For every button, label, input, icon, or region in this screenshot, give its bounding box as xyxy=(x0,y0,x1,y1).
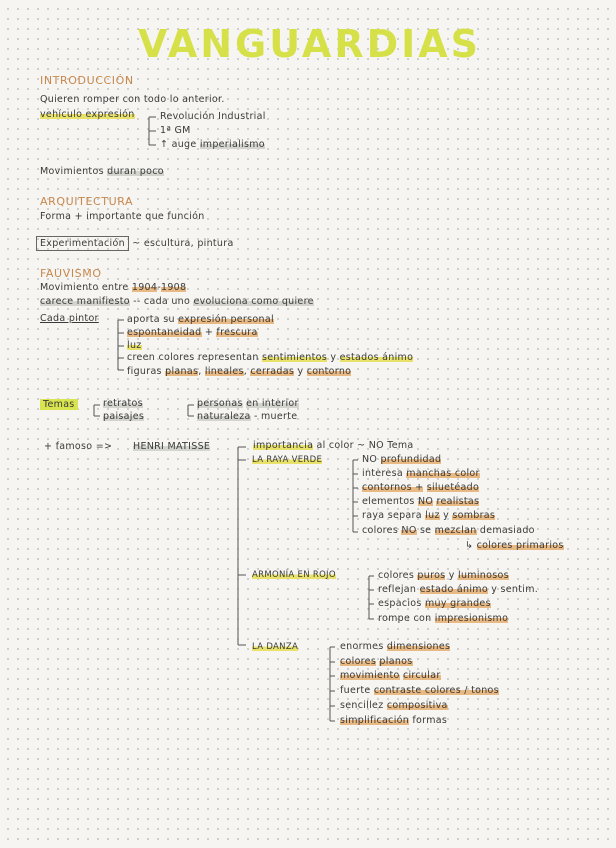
rv6-b: NO xyxy=(401,525,417,536)
bracket-temas xyxy=(94,405,100,416)
rv4-a: elementos xyxy=(362,496,415,507)
ar-1 xyxy=(378,570,509,582)
d3-b: circular xyxy=(402,670,441,681)
matisse-name: HENRI MATISSE xyxy=(133,441,211,452)
cada-pintor: Cada pintor xyxy=(40,313,99,324)
bracket-danza xyxy=(330,647,335,721)
vehiculo-b3-a: ↑ auge xyxy=(160,139,197,150)
importancia-line xyxy=(253,440,414,452)
rv-5 xyxy=(362,510,495,522)
rv3-a: contornos + xyxy=(362,482,424,493)
ar2-b: estado ánimo xyxy=(419,584,488,595)
d-1 xyxy=(340,641,450,653)
d4-b: contraste colores / tonos xyxy=(373,685,499,696)
rv-7 xyxy=(465,540,564,552)
temas-retratos: retratos xyxy=(103,398,143,409)
intro-heading: INTRODUCCIÓN xyxy=(40,74,134,87)
imp-c: ~ NO Tema xyxy=(357,440,414,451)
d5-b: compositiva xyxy=(386,700,448,711)
rv6-d: mezclan xyxy=(434,525,477,536)
raya-verde-label: LA RAYA VERDE xyxy=(252,455,323,465)
pintor-1 xyxy=(127,314,274,326)
ar1-d: luminosos xyxy=(458,570,509,581)
vehiculo-label: vehículo expresión xyxy=(40,109,135,120)
carece-line xyxy=(40,296,314,308)
personas-a: personas xyxy=(197,398,243,409)
p4-e: estados ánimo xyxy=(339,352,414,363)
rv6-c: se xyxy=(419,525,432,536)
ar-3 xyxy=(378,598,491,610)
temas-paisajes: paisajes xyxy=(103,411,145,422)
p4-b: representan xyxy=(197,352,259,363)
year-dash: - xyxy=(157,282,161,293)
d-6 xyxy=(340,715,447,727)
ar2-a: reflejan xyxy=(378,584,417,595)
bracket-pintor xyxy=(118,320,124,370)
rv5-d: sombras xyxy=(452,510,496,521)
d-5 xyxy=(340,700,448,712)
rv4-b: NO xyxy=(417,496,434,507)
p5-h: contorno xyxy=(306,366,352,377)
d4-a: fuerte xyxy=(340,685,371,696)
naturaleza-b: - muerte xyxy=(253,411,298,422)
p4-a: creen colores xyxy=(127,352,195,363)
p1-b: expresión personal xyxy=(178,314,274,325)
year-1: 1904 xyxy=(131,282,158,293)
p5-e: , xyxy=(243,366,248,377)
d2-a: colores xyxy=(340,656,377,667)
year-2: 1908 xyxy=(160,282,187,293)
rv1-a: NO xyxy=(362,454,378,465)
ar1-a: colores xyxy=(378,570,415,581)
p1-a: aporta su xyxy=(127,314,175,325)
d1-b: dimensiones xyxy=(386,641,451,652)
intro-line: Quieren romper con todo lo anterior. xyxy=(40,94,225,105)
bracket-matisse xyxy=(238,447,246,645)
p2-a: espontaneidad xyxy=(127,327,202,338)
d-2 xyxy=(340,656,413,668)
ar-2 xyxy=(378,584,538,596)
rv-1 xyxy=(362,454,441,466)
rv1-b: profundidad xyxy=(380,454,442,465)
temas-naturaleza xyxy=(197,411,297,423)
rv7-b: colores primarios xyxy=(476,540,564,551)
p5-d: lineales xyxy=(204,366,244,377)
p4-d: y xyxy=(330,352,337,363)
vehiculo-b1: Revolución Industrial xyxy=(160,111,266,122)
rv5-c: y xyxy=(443,510,450,521)
movimiento-entre xyxy=(40,282,186,294)
d6-a: simplificación xyxy=(340,715,410,726)
page-title: VANGUARDIAS xyxy=(138,22,482,66)
rv-6 xyxy=(362,525,535,537)
rv4-c: realistas xyxy=(436,496,480,507)
mov-a: Movimiento entre xyxy=(40,282,129,293)
rv2-a: interesa xyxy=(362,468,403,479)
carece-c: evoluciona como quiere xyxy=(193,296,314,307)
ar3-b: muy grandes xyxy=(425,598,491,609)
d-3 xyxy=(340,670,441,682)
rv-2 xyxy=(362,468,480,480)
d3-a: movimiento xyxy=(340,670,400,681)
pintor-2 xyxy=(127,327,258,339)
personas-b: en interior xyxy=(246,398,299,409)
naturaleza-a: naturaleza xyxy=(197,411,251,422)
p5-a: figuras xyxy=(127,366,162,377)
armonia-label: ARMONÍA EN ROJO xyxy=(252,570,336,580)
fauv-heading: FAUVISMO xyxy=(40,267,102,280)
p2-b: + xyxy=(204,327,214,338)
pintor-4 xyxy=(127,352,413,364)
ar1-c: y xyxy=(448,570,455,581)
d2-b: planos xyxy=(379,656,413,667)
rv-4 xyxy=(362,496,479,508)
movimientos-a: Movimientos xyxy=(40,166,104,177)
rv2-b: manchas color xyxy=(406,468,480,479)
movimientos-line xyxy=(40,166,164,178)
temas-label: Temas xyxy=(40,399,78,410)
pintor-3: luz xyxy=(127,340,142,351)
rv7-a: ↳ xyxy=(465,540,474,551)
bracket-vehiculo xyxy=(149,117,156,145)
rv5-b: luz xyxy=(425,510,440,521)
p5-b: planas xyxy=(165,366,199,377)
vehiculo-b3 xyxy=(160,139,265,151)
ar2-c: y sentim. xyxy=(491,584,539,595)
d6-b: formas xyxy=(412,715,448,726)
d1-a: enormes xyxy=(340,641,384,652)
p5-c: , xyxy=(198,366,202,377)
p5-g: y xyxy=(297,366,304,377)
carece-b: -- cada uno xyxy=(133,296,191,307)
ar1-b: puros xyxy=(417,570,446,581)
ar4-b: impresionismo xyxy=(434,613,509,624)
rv6-e: demasiado xyxy=(479,525,535,536)
arq-line: Forma + importante que función xyxy=(40,211,205,222)
experimentacion-box: Experimentación xyxy=(36,236,129,251)
vehiculo-b3-b: imperialismo xyxy=(199,139,265,150)
p2-c: frescura xyxy=(216,327,258,338)
bracket-raya xyxy=(353,460,358,532)
movimientos-b: duran poco xyxy=(107,166,164,177)
bracket-temas-2 xyxy=(188,405,194,416)
d-4 xyxy=(340,685,499,697)
rv-3 xyxy=(362,482,479,494)
p4-c: sentimientos xyxy=(261,352,328,363)
famoso-arrow: + famoso => xyxy=(44,441,113,452)
experimentacion-rest: ~ escultura, pintura xyxy=(132,238,234,249)
imp-b: al color xyxy=(316,440,354,451)
experimentacion-line xyxy=(36,238,234,250)
vehiculo-b2: 1ª GM xyxy=(160,125,191,136)
carece-a: carece manifiesto xyxy=(40,296,130,307)
arq-heading: ARQUITECTURA xyxy=(40,195,134,208)
ar3-a: espacios xyxy=(378,598,422,609)
imp-a: importancia xyxy=(253,440,314,451)
ar-4 xyxy=(378,613,508,625)
temas-personas xyxy=(197,398,299,410)
bracket-armonia xyxy=(369,576,374,619)
p5-f: cerradas xyxy=(250,366,295,377)
d5-a: sencillez xyxy=(340,700,384,711)
rv5-a: raya separa xyxy=(362,510,422,521)
rv6-a: colores xyxy=(362,525,399,536)
danza-label: LA DANZA xyxy=(252,642,299,652)
pintor-5 xyxy=(127,366,351,378)
ar4-a: rompe con xyxy=(378,613,432,624)
rv3-b: siluetéado xyxy=(426,482,480,493)
